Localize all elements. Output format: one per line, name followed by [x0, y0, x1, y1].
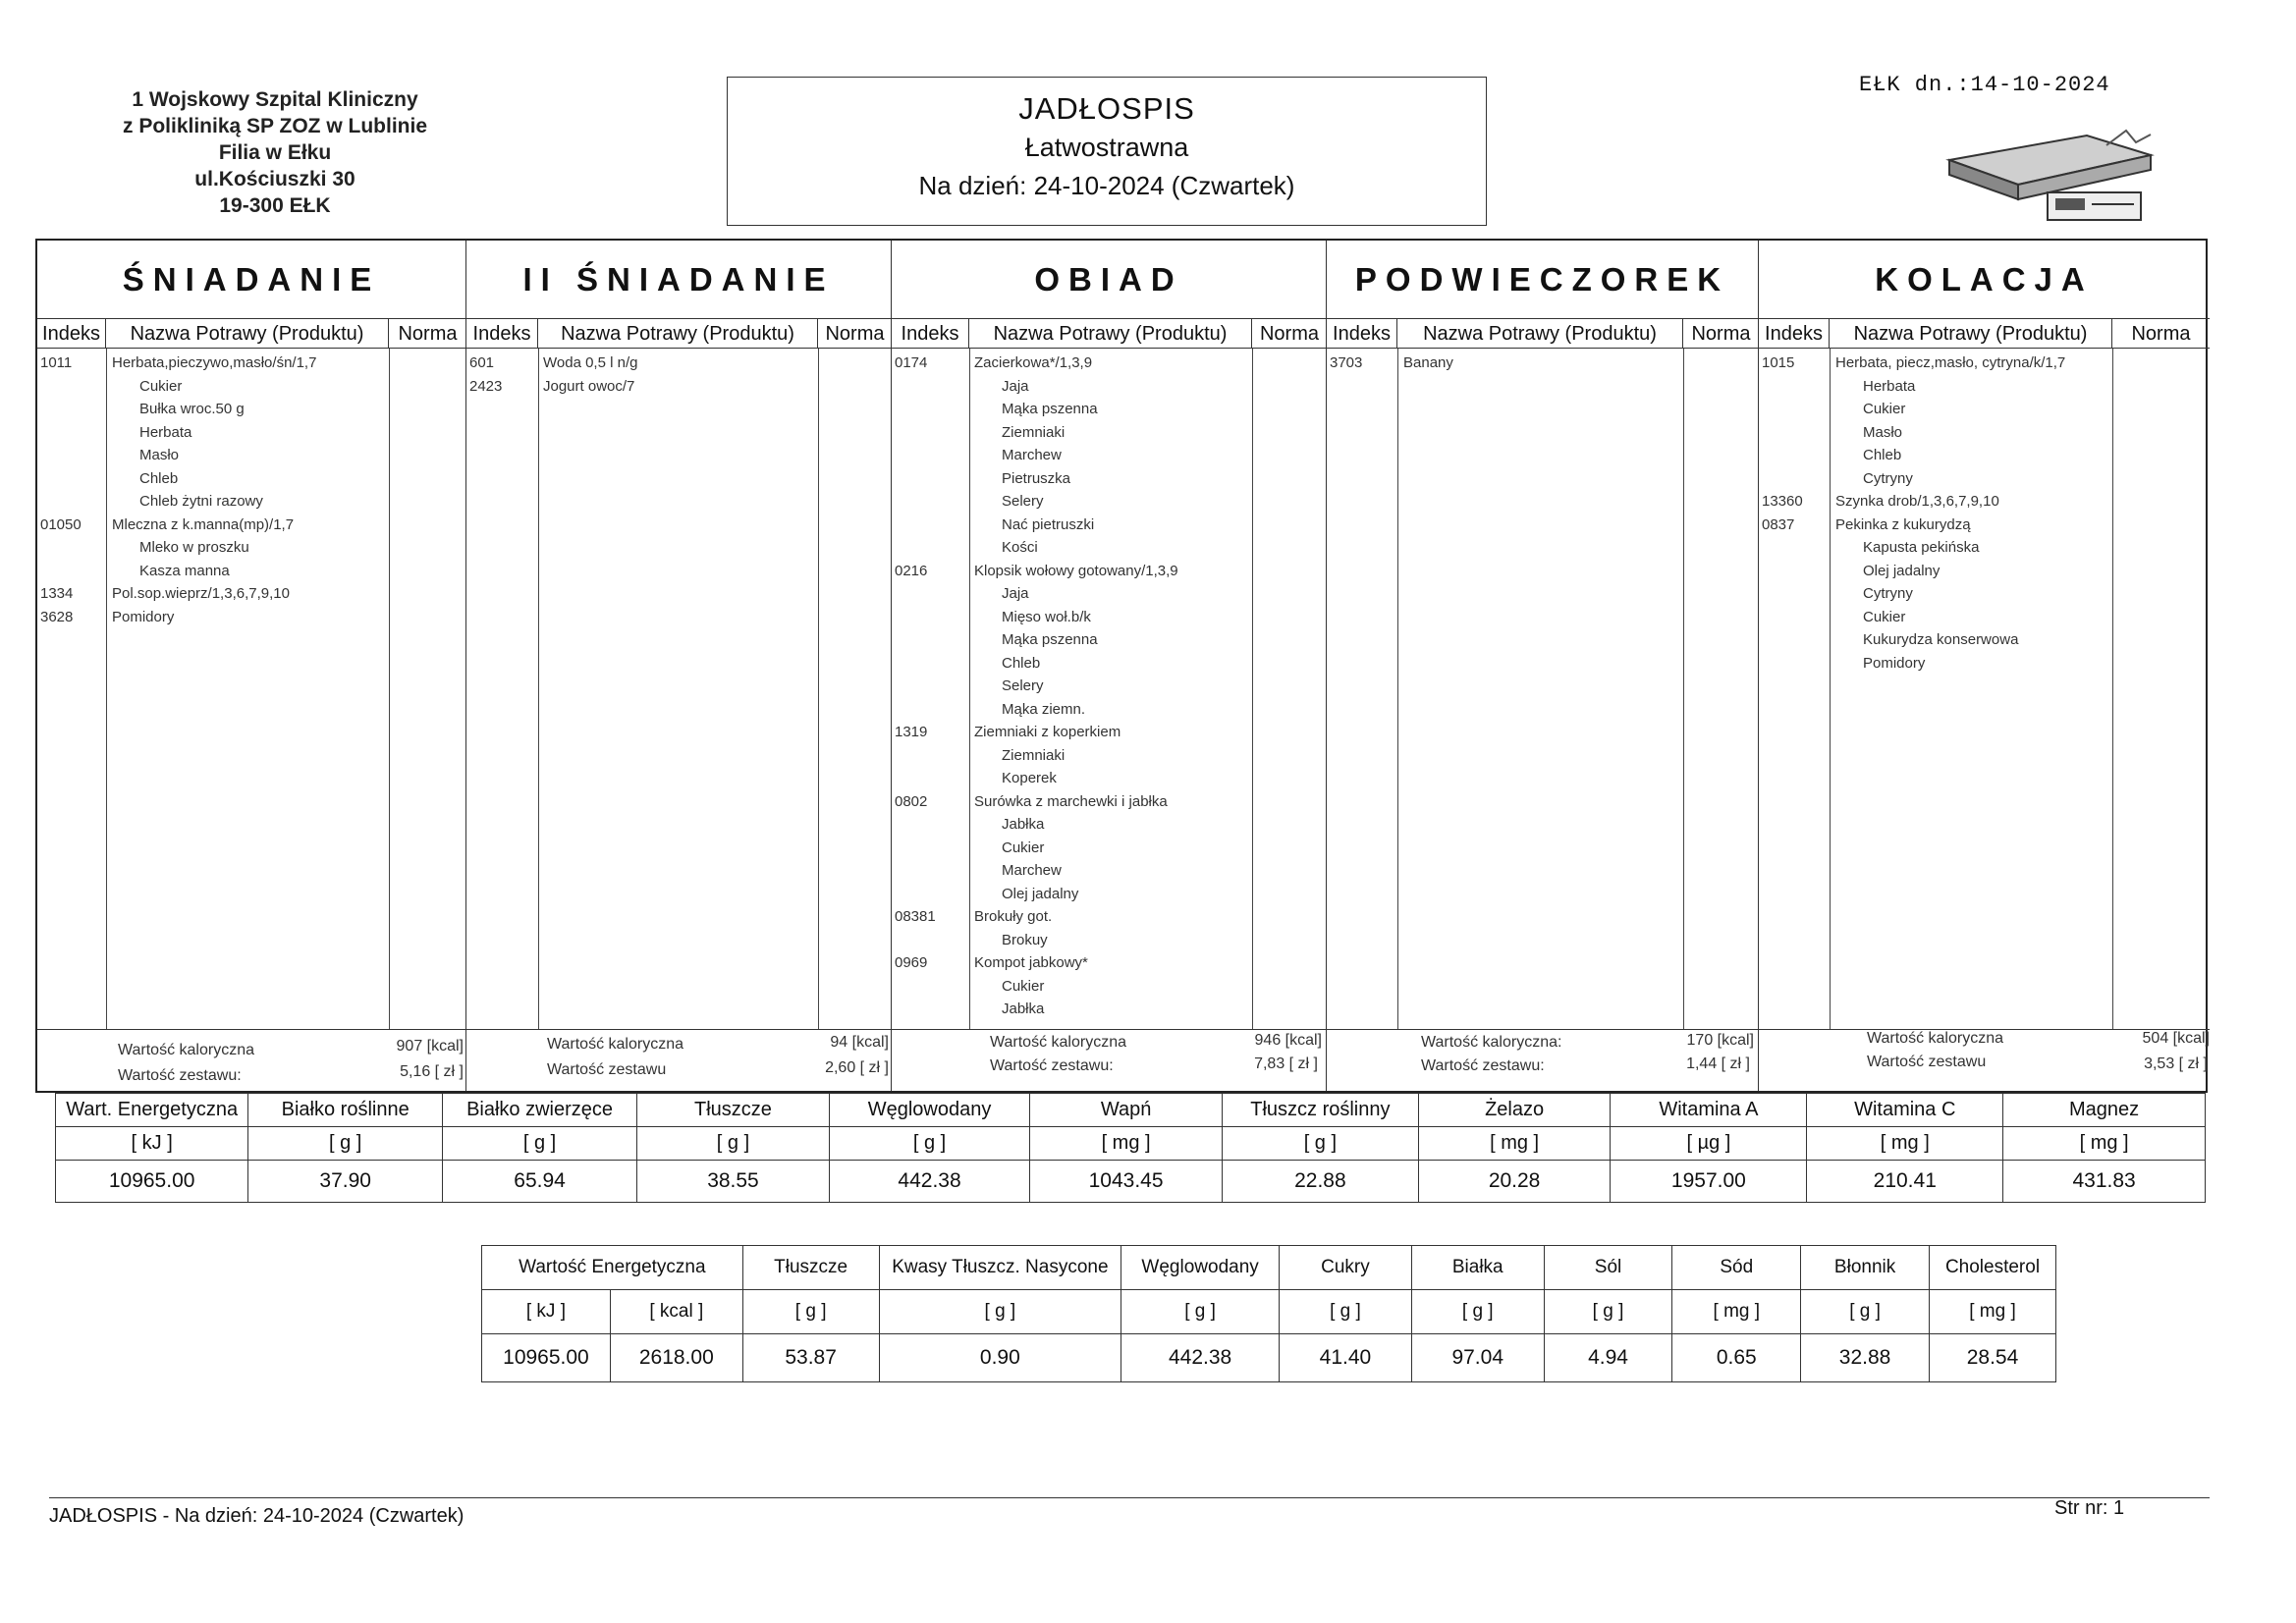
ingredient-name: Bułka wroc.50 g — [139, 401, 245, 417]
meal-summary — [466, 1029, 891, 1092]
ingredient-name: Cytryny — [1863, 585, 1913, 602]
summary-header: Sód — [1672, 1246, 1801, 1290]
ingredient-name: Olej jadalny — [1863, 563, 1941, 579]
summary-values — [482, 1334, 2056, 1382]
meal-obiad — [892, 241, 1327, 1091]
kcal-value: 504 [kcal] — [2142, 1030, 2210, 1047]
dish-name: Banany — [1403, 354, 1453, 371]
ingredient-name: Masło — [1863, 424, 1903, 441]
nutrient-unit: [ g ] — [637, 1127, 830, 1161]
col-index: Indeks — [1327, 319, 1397, 349]
nutrient-unit: [ µg ] — [1611, 1127, 1807, 1161]
ingredient-name: Mąka ziemn. — [1002, 701, 1086, 718]
item-index: 08381 — [895, 908, 936, 925]
summary-value: 442.38 — [1121, 1334, 1280, 1382]
meal-summary — [892, 1029, 1326, 1092]
ingredient-name: Marchew — [1002, 447, 1062, 463]
nutrient-header: Witamina A — [1611, 1094, 1807, 1127]
summary-unit: [ mg ] — [1672, 1290, 1801, 1334]
col-norm: Norma — [1259, 323, 1319, 345]
meal-kolacja — [1759, 241, 2210, 1091]
meal-ii-sniadanie — [466, 241, 892, 1091]
ingredient-name: Ziemniaki — [1002, 747, 1066, 764]
summary-header: Białka — [1411, 1246, 1544, 1290]
nutrients-headers — [56, 1094, 2206, 1127]
ingredient-name: Cytryny — [1863, 470, 1913, 487]
ingredient-name: Herbata — [139, 424, 192, 441]
dish-name: Zacierkowa*/1,3,9 — [974, 354, 1093, 371]
hospital-line: 1 Wojskowy Szpital Kliniczny — [132, 88, 418, 111]
ingredient-name: Chleb — [1863, 447, 1902, 463]
nutrient-header: Wart. Energetyczna — [56, 1094, 248, 1127]
nutrient-unit: [ mg ] — [1030, 1127, 1223, 1161]
diet-name: Łatwostrawna — [1024, 133, 1189, 162]
col-norm: Norma — [2131, 323, 2191, 345]
summary-units — [482, 1290, 2056, 1334]
menu-date: Na dzień: 24-10-2024 (Czwartek) — [918, 171, 1295, 200]
ingredient-name: Marchew — [1002, 862, 1062, 879]
title-box — [727, 77, 1487, 226]
column-headers — [1759, 319, 2210, 349]
nutrient-header: Białko zwierzęce — [443, 1094, 637, 1127]
kcal-value: 946 [kcal] — [1254, 1032, 1322, 1049]
ingredient-name: Jabłka — [1002, 816, 1045, 833]
summary-header: Cholesterol — [1930, 1246, 2056, 1290]
nutrient-value: 210.41 — [1807, 1161, 2003, 1203]
col-index: Indeks — [466, 319, 538, 349]
item-index: 1015 — [1762, 354, 1795, 371]
cost-label: Wartość zestawu: — [1421, 1057, 1545, 1074]
summary-unit: [ g ] — [742, 1290, 879, 1334]
ingredient-name: Cukier — [1863, 401, 1906, 417]
dish-name: Surówka z marchewki i jabłka — [974, 793, 1168, 810]
nutrients-values — [56, 1161, 2206, 1203]
summary-header: Kwasy Tłuszcz. Nasycone — [879, 1246, 1121, 1290]
meal-title: PODWIECZOREK — [1327, 241, 1758, 319]
nutrient-value: 431.83 — [2003, 1161, 2206, 1203]
meal-sniadanie — [37, 241, 466, 1091]
hospital-line: z Polikliniką SP ZOZ w Lublinie — [123, 115, 427, 137]
meal-summary — [37, 1029, 465, 1092]
hospital-address — [93, 86, 457, 219]
ingredient-name: Ziemniaki — [1002, 424, 1066, 441]
item-index: 1319 — [895, 724, 928, 740]
col-name: Nazwa Potrawy (Produktu) — [1830, 319, 2112, 349]
ingredient-name: Selery — [1002, 493, 1044, 510]
item-index: 01050 — [40, 516, 82, 533]
cost-label: Wartość zestawu: — [118, 1067, 242, 1084]
kcal-label: Wartość kaloryczna — [990, 1034, 1126, 1051]
column-headers — [37, 319, 465, 349]
ingredient-name: Mięso woł.b/k — [1002, 609, 1091, 625]
meal-title: OBIAD — [892, 241, 1326, 319]
nutrient-unit: [ g ] — [248, 1127, 443, 1161]
dish-name: Klopsik wołowy gotowany/1,3,9 — [974, 563, 1178, 579]
meal-podwieczorek — [1327, 241, 1759, 1091]
summary-value: 0.65 — [1672, 1334, 1801, 1382]
ingredient-name: Masło — [139, 447, 180, 463]
nutrient-value: 10965.00 — [56, 1161, 248, 1203]
ingredient-name: Jabłka — [1002, 1001, 1045, 1017]
nutrient-unit: [ g ] — [443, 1127, 637, 1161]
col-norm: Norma — [825, 323, 885, 345]
kcal-label: Wartość kaloryczna — [1867, 1030, 2003, 1047]
summary-unit: [ kcal ] — [610, 1290, 742, 1334]
summary-unit: [ mg ] — [1930, 1290, 2056, 1334]
summary-value: 41.40 — [1280, 1334, 1412, 1382]
summary-header: Błonnik — [1801, 1246, 1930, 1290]
col-name: Nazwa Potrawy (Produktu) — [106, 319, 389, 349]
summary-value: 2618.00 — [610, 1334, 742, 1382]
item-index: 13360 — [1762, 493, 1803, 510]
dish-name: Pekinka z kukurydzą — [1835, 516, 1971, 533]
item-index: 0802 — [895, 793, 928, 810]
summary-unit: [ g ] — [1121, 1290, 1280, 1334]
nutrient-header: Magnez — [2003, 1094, 2206, 1127]
summary-header: Cukry — [1280, 1246, 1412, 1290]
hospital-line: 19-300 EŁK — [219, 194, 331, 217]
cost-label: Wartość zestawu — [1867, 1054, 1987, 1070]
summary-value: 28.54 — [1930, 1334, 2056, 1382]
nutrient-unit: [ kJ ] — [56, 1127, 248, 1161]
cost-value: 3,53 [ zł ] — [2144, 1055, 2208, 1072]
nutrient-value: 442.38 — [829, 1161, 1029, 1203]
nutrient-header: Węglowodany — [829, 1094, 1029, 1127]
ingredient-name: Jaja — [1002, 585, 1029, 602]
summary-value: 4.94 — [1544, 1334, 1672, 1382]
summary-header: Tłuszcze — [742, 1246, 879, 1290]
ingredient-name: Pomidory — [1863, 655, 1926, 672]
ingredient-name: Cukier — [1002, 839, 1045, 856]
summary-unit: [ g ] — [879, 1290, 1121, 1334]
hospital-line: ul.Kościuszki 30 — [194, 168, 355, 190]
col-name: Nazwa Potrawy (Produktu) — [1397, 319, 1683, 349]
col-norm: Norma — [1691, 323, 1751, 345]
ingredient-name: Cukier — [1863, 609, 1906, 625]
meal-summary — [1759, 1029, 2210, 1092]
nutrient-header: Tłuszcz roślinny — [1223, 1094, 1419, 1127]
nutrient-unit: [ mg ] — [1418, 1127, 1611, 1161]
kcal-label: Wartość kaloryczna — [118, 1042, 254, 1058]
summary-value: 10965.00 — [482, 1334, 611, 1382]
summary-unit: [ g ] — [1544, 1290, 1672, 1334]
ingredient-name: Mleko w proszku — [139, 539, 249, 556]
summary-value: 0.90 — [879, 1334, 1121, 1382]
ingredient-name: Olej jadalny — [1002, 886, 1079, 902]
dish-name: Woda 0,5 l n/g — [543, 354, 638, 371]
dish-name: Ziemniaki z koperkiem — [974, 724, 1121, 740]
ingredient-name: Chleb — [1002, 655, 1041, 672]
ingredient-name: Pietruszka — [1002, 470, 1071, 487]
cost-value: 7,83 [ zł ] — [1254, 1055, 1318, 1072]
nutrient-header: Wapń — [1030, 1094, 1223, 1127]
item-index: 3703 — [1330, 354, 1363, 371]
dish-name: Pomidory — [112, 609, 175, 625]
summary-unit: [ g ] — [1280, 1290, 1412, 1334]
kcal-value: 94 [kcal] — [830, 1034, 889, 1051]
col-name: Nazwa Potrawy (Produktu) — [538, 319, 818, 349]
col-index: Indeks — [37, 319, 106, 349]
summary-value: 97.04 — [1411, 1334, 1544, 1382]
nutrient-header: Żelazo — [1418, 1094, 1611, 1127]
page-title: JADŁOSPIS — [1018, 91, 1195, 126]
item-index: 3628 — [40, 609, 74, 625]
column-headers — [466, 319, 891, 349]
kcal-value: 170 [kcal] — [1686, 1032, 1754, 1049]
nutrient-header: Witamina C — [1807, 1094, 2003, 1127]
meal-summary — [1327, 1029, 1758, 1092]
item-index: 0969 — [895, 954, 928, 971]
summary-unit: [ kJ ] — [482, 1290, 611, 1334]
item-index: 1334 — [40, 585, 74, 602]
summary-unit: [ g ] — [1801, 1290, 1930, 1334]
hospital-line: Filia w Ełku — [218, 141, 332, 164]
summary-table — [481, 1245, 2056, 1382]
kcal-label: Wartość kaloryczna — [547, 1036, 683, 1053]
nutrient-unit: [ g ] — [1223, 1127, 1419, 1161]
place-date: EŁK dn.:14-10-2024 — [1859, 73, 2110, 97]
ingredient-name: Jaja — [1002, 378, 1029, 395]
column-headers — [1327, 319, 1758, 349]
nutrient-unit: [ g ] — [829, 1127, 1029, 1161]
nutrients-units — [56, 1127, 2206, 1161]
ingredient-name: Cukier — [1002, 978, 1045, 995]
item-index: 0174 — [895, 354, 928, 371]
menu-table — [35, 239, 2208, 1093]
summary-header: Sól — [1544, 1246, 1672, 1290]
item-index: 0216 — [895, 563, 928, 579]
ingredient-name: Selery — [1002, 677, 1044, 694]
cost-label: Wartość zestawu — [547, 1061, 667, 1078]
item-index: 0837 — [1762, 516, 1795, 533]
nutrient-value: 38.55 — [637, 1161, 830, 1203]
footer-divider — [49, 1497, 2210, 1498]
nutrient-value: 1957.00 — [1611, 1161, 1807, 1203]
nutrient-value: 65.94 — [443, 1161, 637, 1203]
ingredient-name: Brokuy — [1002, 932, 1048, 948]
dish-name: Kompot jabkowy* — [974, 954, 1088, 971]
column-headers — [892, 319, 1326, 349]
nutrient-value: 1043.45 — [1030, 1161, 1223, 1203]
dish-name: Herbata,pieczywo,masło/śn/1,7 — [112, 354, 317, 371]
summary-headers — [482, 1246, 2056, 1290]
ingredient-name: Herbata — [1863, 378, 1916, 395]
meal-title: ŚNIADANIE — [37, 241, 465, 319]
dish-name: Herbata, piecz,masło, cytryna/k/1,7 — [1835, 354, 2066, 371]
nutrients-table — [55, 1093, 2206, 1203]
ingredient-name: Koperek — [1002, 770, 1057, 786]
summary-header: Węglowodany — [1121, 1246, 1280, 1290]
cost-value: 5,16 [ zł ] — [400, 1063, 464, 1080]
ingredient-name: Nać pietruszki — [1002, 516, 1095, 533]
nutrient-value: 22.88 — [1223, 1161, 1419, 1203]
meal-title: KOLACJA — [1759, 241, 2210, 319]
nutrient-value: 37.90 — [248, 1161, 443, 1203]
ingredient-name: Chleb żytni razowy — [139, 493, 263, 510]
page-number: Str nr: 1 — [2054, 1497, 2125, 1519]
cost-value: 2,60 [ zł ] — [825, 1059, 889, 1076]
summary-unit: [ g ] — [1411, 1290, 1544, 1334]
meal-title: II ŚNIADANIE — [466, 241, 891, 319]
item-index: 1011 — [40, 354, 73, 371]
ingredient-name: Kapusta pekińska — [1863, 539, 1980, 556]
col-name: Nazwa Potrawy (Produktu) — [969, 319, 1252, 349]
nutrient-value: 20.28 — [1418, 1161, 1611, 1203]
dish-name: Brokuły got. — [974, 908, 1053, 925]
summary-value: 53.87 — [742, 1334, 879, 1382]
summary-header: Wartość Energetyczna — [482, 1246, 743, 1290]
kcal-label: Wartość kaloryczna: — [1421, 1034, 1562, 1051]
ingredient-name: Mąka pszenna — [1002, 401, 1098, 417]
ingredient-name: Kukurydza konserwowa — [1863, 631, 2019, 648]
footer-title: JADŁOSPIS - Na dzień: 24-10-2024 (Czwartek) — [49, 1505, 465, 1527]
nutrient-header: Tłuszcze — [637, 1094, 830, 1127]
ingredient-name: Kości — [1002, 539, 1038, 556]
ingredient-name: Kasza manna — [139, 563, 230, 579]
col-index: Indeks — [892, 319, 969, 349]
item-index: 601 — [469, 354, 495, 371]
ingredient-name: Chleb — [139, 470, 179, 487]
col-norm: Norma — [398, 323, 458, 345]
cost-value: 1,44 [ zł ] — [1686, 1055, 1750, 1072]
dish-name: Jogurt owoc/7 — [543, 378, 635, 395]
ingredient-name: Cukier — [139, 378, 183, 395]
dish-name: Szynka drob/1,3,6,7,9,10 — [1835, 493, 1999, 510]
item-index: 2423 — [469, 378, 503, 395]
dish-name: Pol.sop.wieprz/1,3,6,7,9,10 — [112, 585, 290, 602]
ingredient-name: Mąka pszenna — [1002, 631, 1098, 648]
book-illustration-icon — [1940, 116, 2165, 224]
nutrient-header: Białko roślinne — [248, 1094, 443, 1127]
summary-value: 32.88 — [1801, 1334, 1930, 1382]
nutrient-unit: [ mg ] — [2003, 1127, 2206, 1161]
dish-name: Mleczna z k.manna(mp)/1,7 — [112, 516, 295, 533]
cost-label: Wartość zestawu: — [990, 1057, 1114, 1074]
nutrient-unit: [ mg ] — [1807, 1127, 2003, 1161]
col-index: Indeks — [1759, 319, 1830, 349]
kcal-value: 907 [kcal] — [396, 1038, 464, 1055]
